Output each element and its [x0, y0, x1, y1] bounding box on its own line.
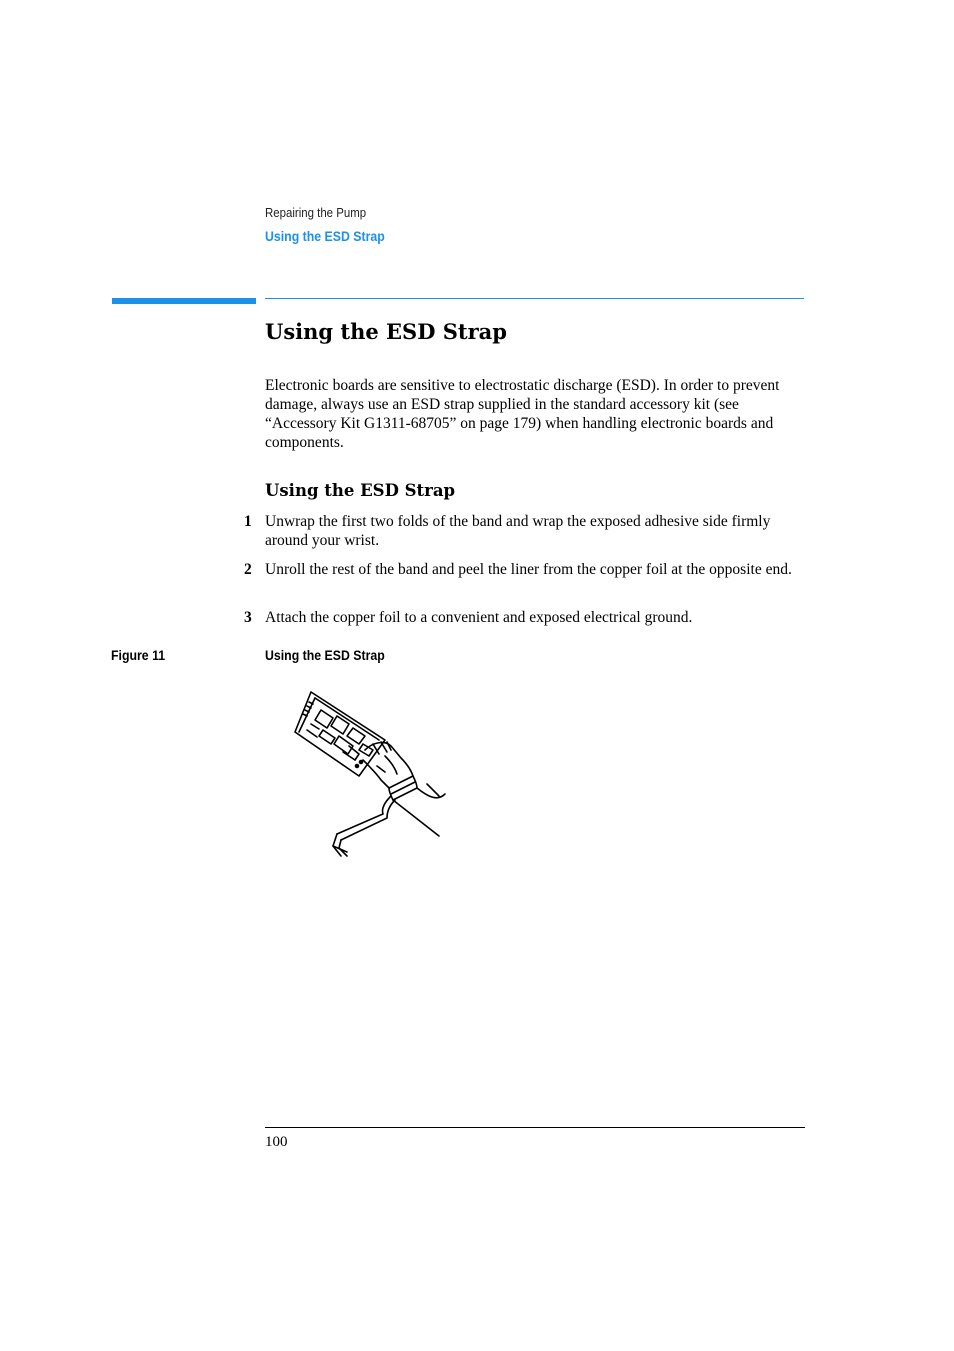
- step-number: 1: [244, 513, 252, 530]
- running-header-chapter: Repairing the Pump: [265, 205, 367, 220]
- step-number: 2: [244, 561, 252, 578]
- page-number: 100: [265, 1134, 288, 1150]
- footer-rule: [265, 1127, 805, 1128]
- step-text: Unwrap the first two folds of the band and wrap the exposed adhesive side firmly around your wrist.: [265, 513, 771, 549]
- figure-label: Figure 11: [111, 647, 166, 663]
- step-text: Attach the copper foil to a convenient and exposed electrical ground.: [265, 609, 693, 626]
- section-divider-rule: [265, 298, 804, 299]
- esd-strap-illustration: [293, 684, 483, 860]
- intro-paragraph: Electronic boards are sensitive to electrostatic discharge (ESD). In order to prevent damage, always use an ESD strap supplied in the standard accessory kit (see “Accessory Kit G1311-68705” on page 179) when handling electronic boards and components.: [265, 377, 780, 451]
- step-number: 3: [244, 609, 252, 626]
- procedure-heading: Using the ESD Strap: [265, 481, 456, 500]
- running-header-section: Using the ESD Strap: [265, 228, 385, 244]
- section-accent-bar: [112, 298, 256, 304]
- figure-caption: Using the ESD Strap: [265, 647, 385, 663]
- page-title: Using the ESD Strap: [265, 319, 507, 344]
- step-text: Unroll the rest of the band and peel the liner from the copper foil at the opposite end.: [265, 561, 792, 578]
